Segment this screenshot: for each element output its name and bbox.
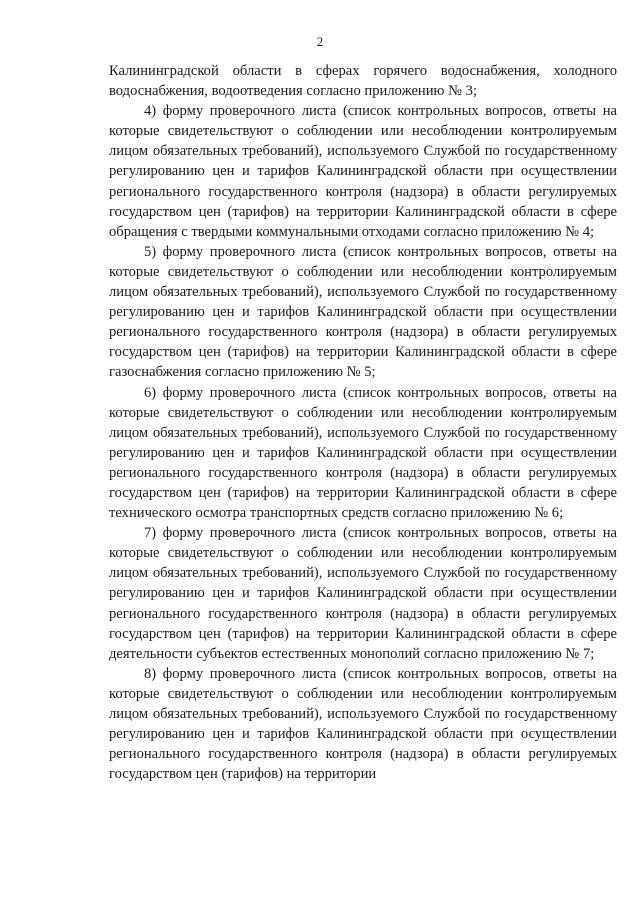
list-item-5: 5) форму проверочного листа (список контрольных вопросов, ответы на которые свидетельствуют о соблюдении или несоблюдении контролируемым лицом обязательных требований), используемого Службой по государственному регулированию цен и тарифов Калининградской области при осуществлении регионального государственного контроля (надзора) в области регулируемых государством цен (тарифов) на территории Калининградской области в сфере газоснабжения согласно приложению № 5;	[109, 243, 617, 381]
list-item-7: 7) форму проверочного листа (список контрольных вопросов, ответы на которые свидетельствуют о соблюдении или несоблюдении контролируемым лицом обязательных требований), используемого Службой по государственному регулированию цен и тарифов Калининградской области при осуществлении регионального государственного контроля (надзора) в области регулируемых государством цен (тарифов) на территории Калининградской области в сфере деятельности субъектов естественных монополий согласно приложению № 7;	[109, 525, 617, 662]
document-body	[109, 61, 617, 784]
list-item-4: 4) форму проверочного листа (список контрольных вопросов, ответы на которые свидетельствуют о соблюдении или несоблюдении контролируемым лицом обязательных требований), используемого Службой по государственному регулированию цен и тарифов Калининградской области при осуществлении регионального государственного контроля (надзора) в области регулируемых государством цен (тарифов) на территории Калининградской области в сфере обращения с твердыми коммунальными отходами согласно приложению № 4;	[109, 103, 617, 240]
page-number: 2	[316, 34, 324, 49]
list-item-8: 8) форму проверочного листа (список контрольных вопросов, ответы на которые свидетельствуют о соблюдении или несоблюдении контролируемым лицом обязательных требований), используемого Службой по государственному регулированию цен и тарифов Калининградской области при осуществлении регионального государственного контроля (надзора) в области регулируемых государством цен (тарифов) на территории	[109, 665, 617, 783]
list-item-6: 6) форму проверочного листа (список контрольных вопросов, ответы на которые свидетельствуют о соблюдении или несоблюдении контролируемым лицом обязательных требований), используемого Службой по государственному регулированию цен и тарифов Калининградской области при осуществлении регионального государственного контроля (надзора) в области регулируемых государством цен (тарифов) на территории Калининградской области в сфере технического осмотра транспортных средств согласно приложению № 6;	[109, 384, 617, 522]
paragraph-continuation: Калининградской области в сферах горячего водоснабжения, холодного водоснабжения, водоотведения согласно приложению № 3;	[109, 63, 617, 100]
